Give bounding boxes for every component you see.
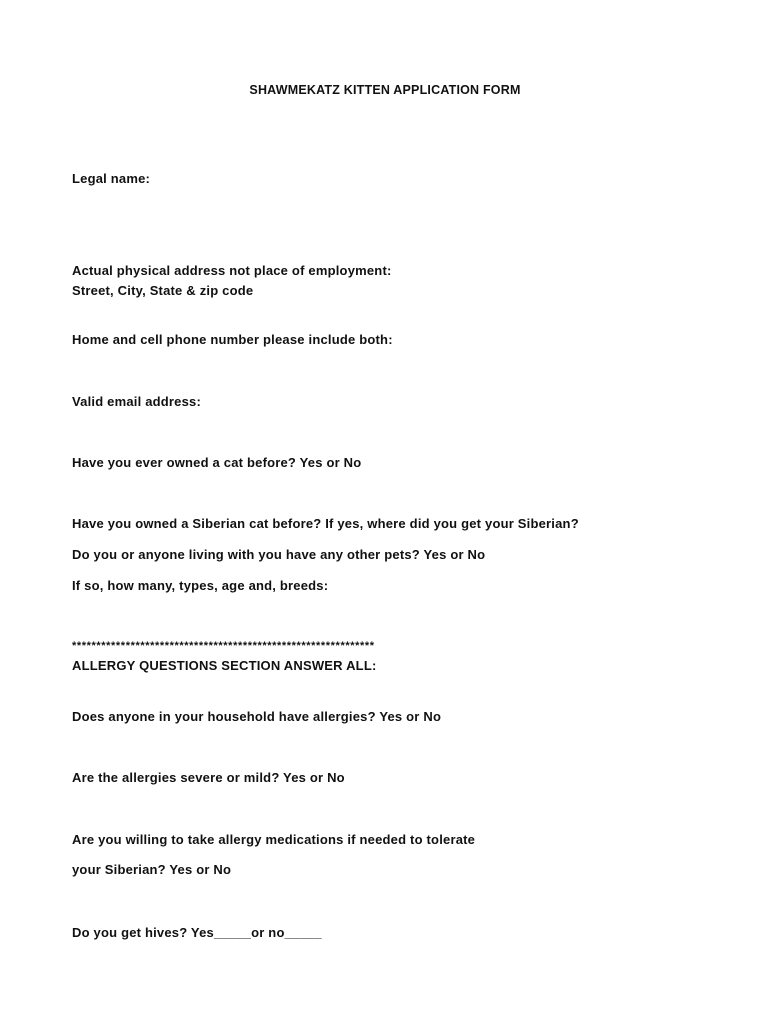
owned-siberian-question: Have you owned a Siberian cat before? If yes, where did you get your Siberian? (72, 516, 579, 531)
address-hint: Street, City, State & zip code (72, 283, 254, 298)
other-pets-question: Do you or anyone living with you have any other pets? Yes or No (72, 547, 486, 562)
pets-details-question: If so, how many, types, age and, breeds: (72, 578, 329, 593)
allergy-severity-question: Are the allergies severe or mild? Yes or No (72, 770, 345, 785)
allergy-meds-question-line1: Are you willing to take allergy medications if needed to tolerate (72, 832, 476, 847)
phone-label: Home and cell phone number please include both: (72, 332, 393, 347)
household-allergies-question: Does anyone in your household have allergies? Yes or No (72, 709, 442, 724)
section-separator: ************************************************************** (72, 640, 375, 652)
legal-name-label: Legal name: (72, 171, 151, 186)
hives-question: Do you get hives? Yes_____or no_____ (72, 925, 322, 940)
address-label: Actual physical address not place of employment: (72, 263, 392, 278)
form-title: SHAWMEKATZ KITTEN APPLICATION FORM (249, 83, 521, 97)
allergy-meds-question-line2: your Siberian? Yes or No (72, 862, 232, 877)
email-label: Valid email address: (72, 394, 202, 409)
allergy-section-heading: ALLERGY QUESTIONS SECTION ANSWER ALL: (72, 658, 377, 673)
owned-cat-question: Have you ever owned a cat before? Yes or No (72, 455, 362, 470)
